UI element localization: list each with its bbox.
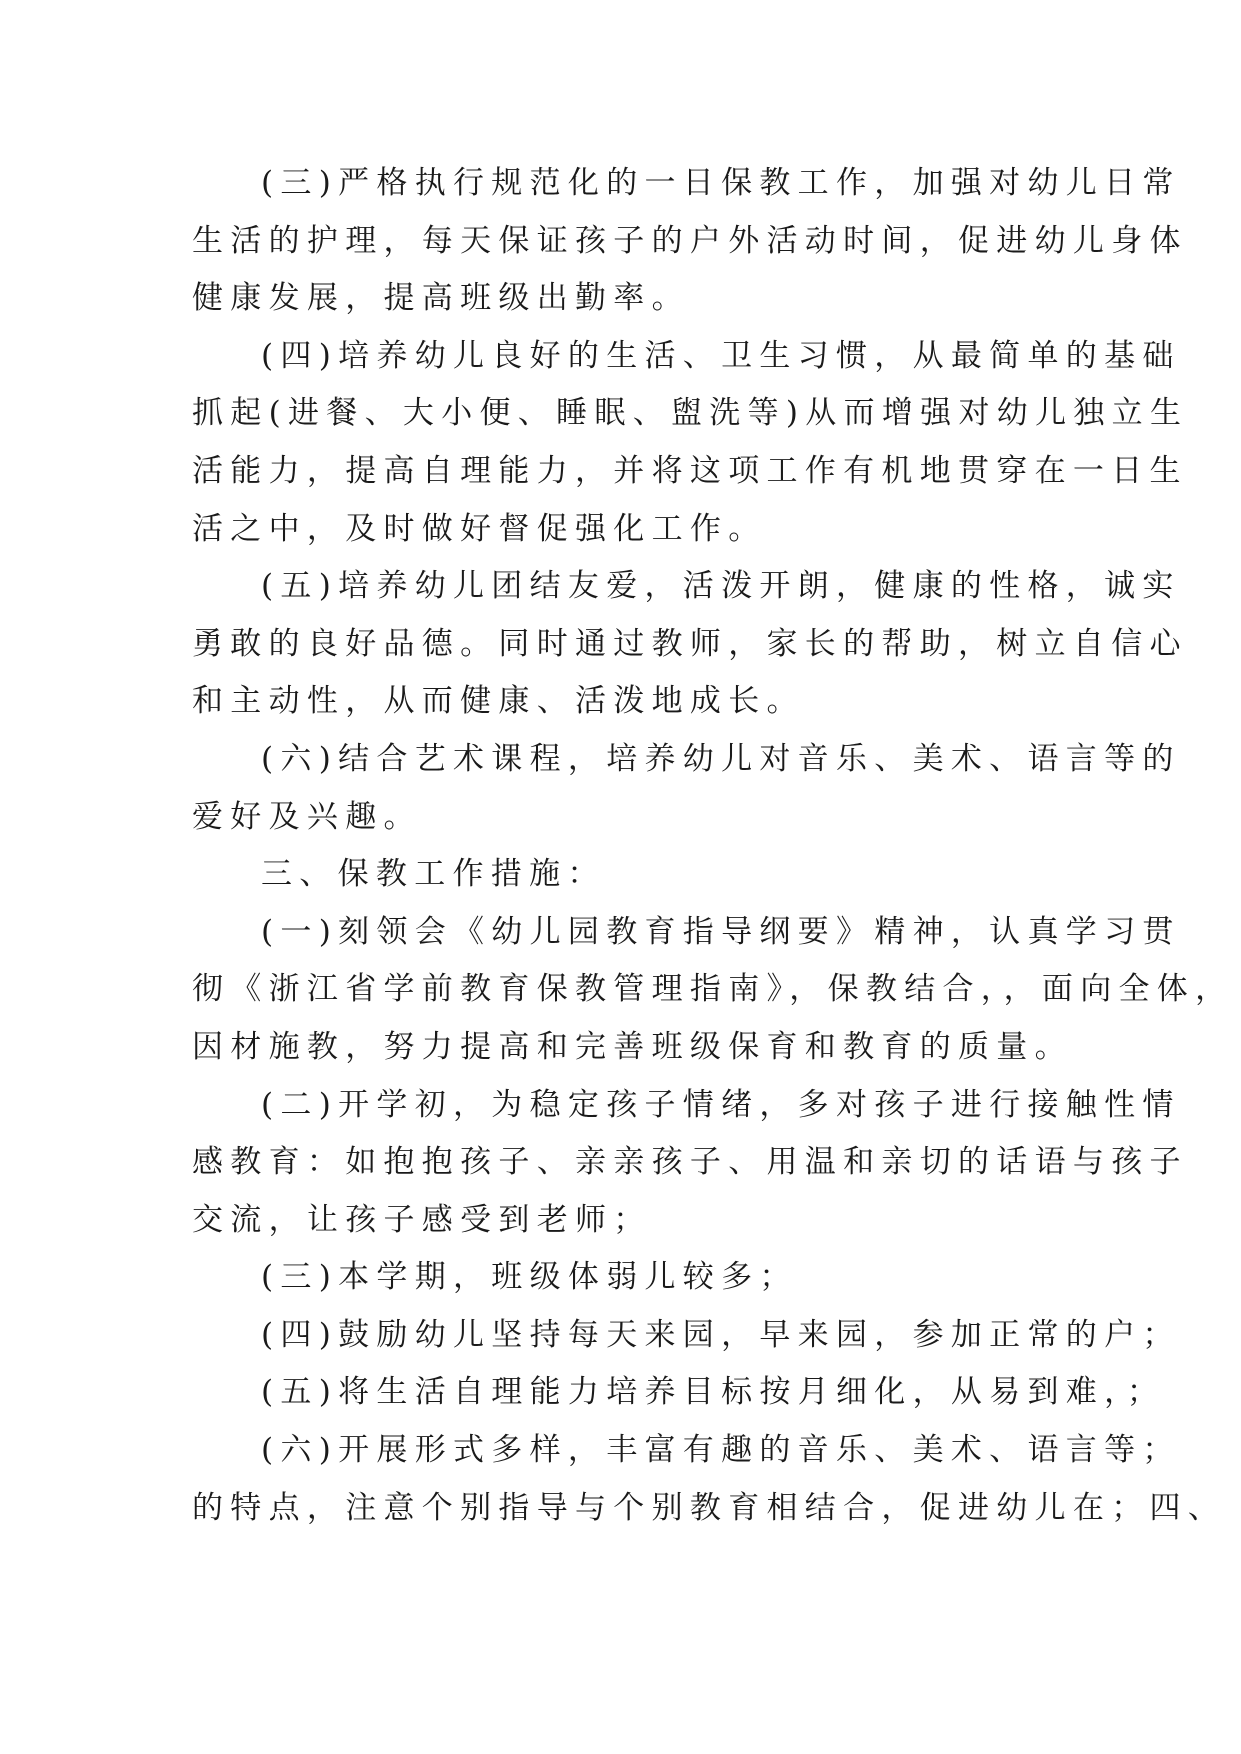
text-line: 抓起(进餐、大小便、睡眠、盥洗等)从而增强对幼儿独立生 bbox=[192, 395, 1189, 432]
text-line: (六)结合艺术课程，培养幼儿对音乐、美术、语言等的 bbox=[261, 740, 1181, 777]
text-line: (六)开展形式多样，丰富有趣的音乐、美术、语言等； bbox=[261, 1432, 1181, 1469]
text-line: 因材施教，努力提高和完善班级保育和教育的质量。 bbox=[192, 1028, 1073, 1065]
text-line: (五)培养幼儿团结友爱，活泼开朗，健康的性格，诚实 bbox=[261, 568, 1181, 605]
text-line: 交流，让孩子感受到老师； bbox=[192, 1201, 652, 1238]
document-body bbox=[192, 155, 1234, 1537]
text-line: 活能力，提高自理能力，并将这项工作有机地贯穿在一日生 bbox=[192, 452, 1188, 489]
text-line: 和主动性，从而健康、活泼地成长。 bbox=[192, 683, 805, 720]
text-line: (二)开学初，为稳定孩子情绪，多对孩子进行接触性情 bbox=[261, 1086, 1181, 1123]
text-line: 勇敢的良好品德。同时通过教师，家长的帮助，树立自信心 bbox=[192, 625, 1188, 662]
text-line: 感教育：如抱抱孩子、亲亲孩子、用温和亲切的话语与孩子 bbox=[192, 1144, 1188, 1181]
text-line: 的特点，注意个别指导与个别教育相结合，促进幼儿在；四、 bbox=[192, 1489, 1227, 1526]
text-line: (三)严格执行规范化的一日保教工作，加强对幼儿日常 bbox=[261, 165, 1181, 201]
text-line: 健康发展，提高班级出勤率。 bbox=[192, 280, 690, 317]
text-line: (四)培养幼儿良好的生活、卫生习惯，从最简单的基础 bbox=[261, 337, 1181, 374]
text-line: (一)刻领会《幼儿园教育指导纲要》精神，认真学习贯 bbox=[261, 913, 1181, 950]
text-line: 爱好及兴趣。 bbox=[192, 798, 422, 835]
text-line: (五)将生活自理能力培养目标按月细化，从易到难，； bbox=[261, 1374, 1166, 1411]
text-line: 彻《浙江省学前教育保教管理指南》，保教结合，，面向全体， bbox=[192, 971, 1234, 1008]
section-heading: 三、保教工作措施： bbox=[261, 856, 606, 893]
text-line: 活之中，及时做好督促强化工作。 bbox=[192, 510, 767, 547]
text-line: (三)本学期，班级体弱儿较多； bbox=[261, 1259, 798, 1296]
text-line: 生活的护理，每天保证孩子的户外活动时间，促进幼儿身体 bbox=[192, 222, 1188, 259]
text-line: (四)鼓励幼儿坚持每天来园，早来园，参加正常的户； bbox=[261, 1316, 1181, 1353]
